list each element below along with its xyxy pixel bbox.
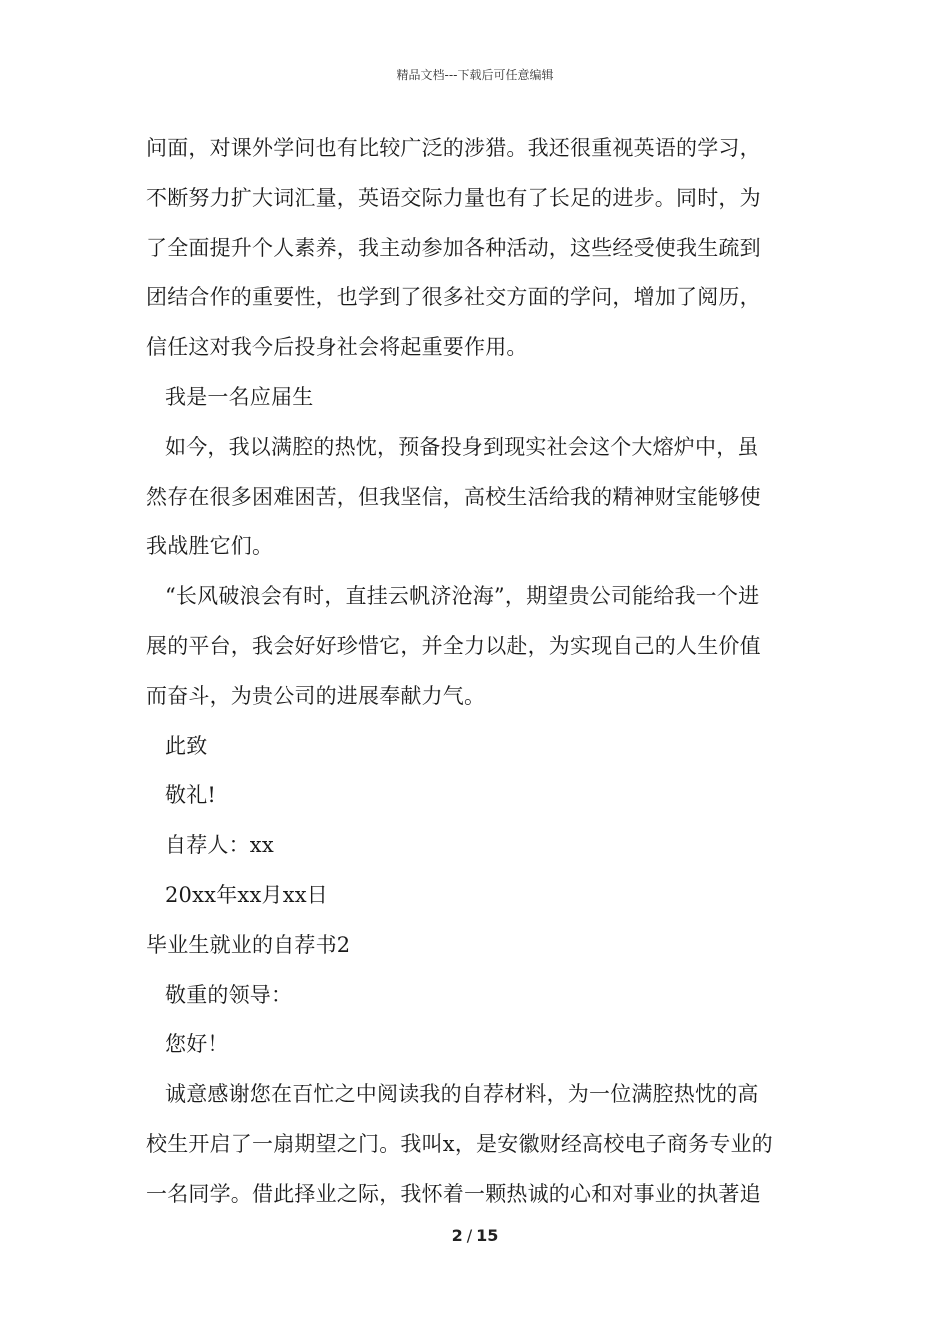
text-line-3: 了全面提升个人素养，我主动参加各种活动，这些经受使我生疏到 <box>146 235 761 260</box>
closing-regards: 敬礼! <box>165 783 217 808</box>
hello-line: 您好！ <box>165 1032 229 1057</box>
text-line-10: “长风破浪会有时，直挂云帆济沧海”，期望贵公司能给我一个进 <box>165 584 760 609</box>
text-line-12: 而奋斗，为贵公司的进展奉献力气。 <box>146 683 486 708</box>
text-line-11: 展的平台，我会好好珍惜它，并全力以赴，为实现自己的人生价值 <box>146 633 761 658</box>
text-line-7: 如今，我以满腔的热忱，预备投身到现实社会这个大熔炉中，虽 <box>165 434 759 459</box>
text-line-21: 校生开启了一扇期望之门。我叫x，是安徽财经高校电子商务专业的 <box>146 1131 773 1156</box>
date-line: 20xx年xx月xx日 <box>165 882 328 907</box>
text-line-1: 问面，对课外学问也有比较广泛的涉猎。我还很重视英语的学习， <box>146 136 761 160</box>
text-line-5: 信任这对我今后投身社会将起重要作用。 <box>146 335 528 360</box>
current-page: 2 <box>451 1226 463 1245</box>
text-line-2: 不断努力扩大词汇量，英语交际力量也有了长足的进步。同时，为 <box>146 185 761 210</box>
text-line-4: 团结合作的重要性，也学到了很多社交方面的学问，增加了阅历， <box>146 285 761 310</box>
page-header: 精品文档---下载后可任意编辑 <box>396 68 554 82</box>
text-line-22: 一名同学。借此择业之际，我怀着一颗热诚的心和对事业的执著追 <box>146 1181 761 1206</box>
section-title: 毕业生就业的自荐书2 <box>146 932 351 957</box>
page-number <box>0 1226 950 1245</box>
text-line-8: 然存在很多困难困苦，但我坚信，高校生活给我的精神财宝能够使 <box>146 484 761 509</box>
signature-line: 自荐人：xx <box>165 833 274 858</box>
page-separator: / <box>466 1226 473 1245</box>
text-line-6: 我是一名应届生 <box>165 384 314 409</box>
total-pages: 15 <box>476 1226 499 1245</box>
document-body <box>146 124 811 1220</box>
greeting-line: 敬重的领导： <box>165 982 293 1007</box>
text-line-20: 诚意感谢您在百忙之中阅读我的自荐材料，为一位满腔热忱的高 <box>165 1082 759 1107</box>
closing-salutation: 此致 <box>165 733 208 758</box>
text-line-9: 我战胜它们。 <box>146 534 274 559</box>
